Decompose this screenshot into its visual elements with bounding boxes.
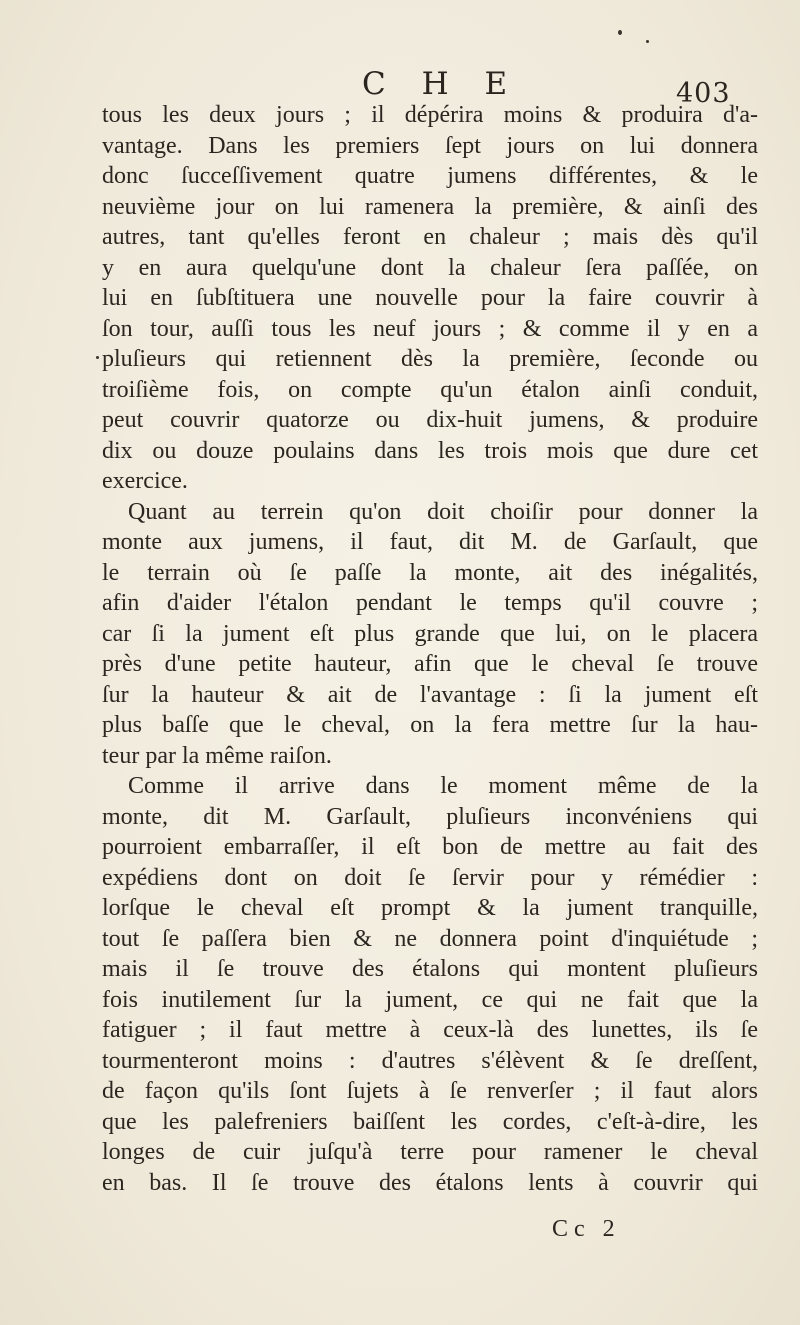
text-line: expédiens dont on doit ſe ſervir pour y rémédier :	[102, 864, 758, 891]
ink-speck	[96, 356, 99, 359]
text-line: mais il ſe trouve des étalons qui montent pluſieurs	[102, 956, 758, 982]
text-line: vantage. Dans les premiers ſept jours on lui donnera	[102, 132, 758, 159]
text-line: ſur la hauteur & ait de l'avantage : ſi la jument eſt	[102, 681, 758, 708]
body-text	[102, 100, 758, 1198]
text-line: Comme il arrive dans le moment même de la	[128, 773, 758, 799]
text-line: monte, dit M. Garſault, pluſieurs inconvéniens qui	[102, 803, 758, 830]
text-line: plus baſſe que le cheval, on la fera mettre ſur la hau-	[102, 712, 758, 738]
text-line: Quant au terrein qu'on doit choiſir pour donner la	[128, 498, 758, 525]
text-line: dix ou douze poulains dans les trois mois que dure cet	[102, 437, 758, 464]
text-line: pluſieurs qui retiennent dès la première, ſeconde ou	[102, 346, 758, 372]
text-line: autres, tant qu'elles feront en chaleur ; mais dès qu'il	[102, 224, 758, 250]
text-line: neuvième jour on lui ramenera la première, & ainſi des	[102, 193, 758, 220]
text-line: pourroient embarraſſer, il eſt bon de mettre au fait des	[102, 834, 758, 860]
text-line: tourmenteront moins : d'autres s'élèvent & ſe dreſſent,	[102, 1047, 758, 1074]
ink-speck	[618, 30, 622, 35]
text-line: teur par la même raiſon.	[102, 742, 332, 769]
running-title: C H E	[362, 66, 521, 102]
text-line: donc ſucceſſivement quatre jumens différentes, & le	[102, 163, 758, 189]
page-number: 403	[676, 78, 731, 109]
text-line: longes de cuir juſqu'à terre pour ramener le cheval	[102, 1139, 758, 1165]
text-line: afin d'aider l'étalon pendant le temps qu'il couvre ;	[102, 590, 758, 616]
text-line: tous les deux jours ; il dépérira moins & produira d'a-	[102, 102, 758, 128]
text-line: près d'une petite hauteur, afin que le cheval ſe trouve	[102, 651, 758, 677]
text-line: y en aura quelqu'une dont la chaleur ſera paſſée, on	[102, 254, 758, 281]
text-line: fatiguer ; il faut mettre à ceux-là des lunettes, ils ſe	[102, 1017, 758, 1043]
signature-mark: Cc 2	[552, 1216, 621, 1242]
text-line: fois inutilement ſur la jument, ce qui ne fait que la	[102, 986, 758, 1013]
text-line: en bas. Il ſe trouve des étalons lents à couvrir qui	[102, 1169, 758, 1196]
text-line: monte aux jumens, il faut, dit M. de Garſault, que	[102, 529, 758, 555]
text-line: exercice.	[102, 468, 188, 494]
text-line: car ſi la jument eſt plus grande que lui, on le placera	[102, 620, 758, 647]
text-line: de façon qu'ils ſont ſujets à ſe renverſer ; il faut alors	[102, 1078, 758, 1104]
text-line: peut couvrir quatorze ou dix-huit jumens, & produire	[102, 407, 758, 433]
text-line: troiſième fois, on compte qu'un étalon ainſi conduit,	[102, 376, 758, 403]
text-line: le terrain où ſe paſſe la monte, ait des inégalités,	[102, 559, 758, 586]
text-line: lorſque le cheval eſt prompt & la jument tranquille,	[102, 895, 758, 921]
text-line: lui en ſubſtituera une nouvelle pour la faire couvrir à	[102, 285, 758, 311]
ink-speck	[646, 40, 649, 43]
text-line: tout ſe paſſera bien & ne donnera point d'inquiétude ;	[102, 925, 758, 952]
text-line: ſon tour, auſſi tous les neuf jours ; & comme il y en a	[102, 315, 758, 342]
text-line: que les palefreniers baiſſent les cordes, c'eſt-à-dire, les	[102, 1108, 758, 1135]
